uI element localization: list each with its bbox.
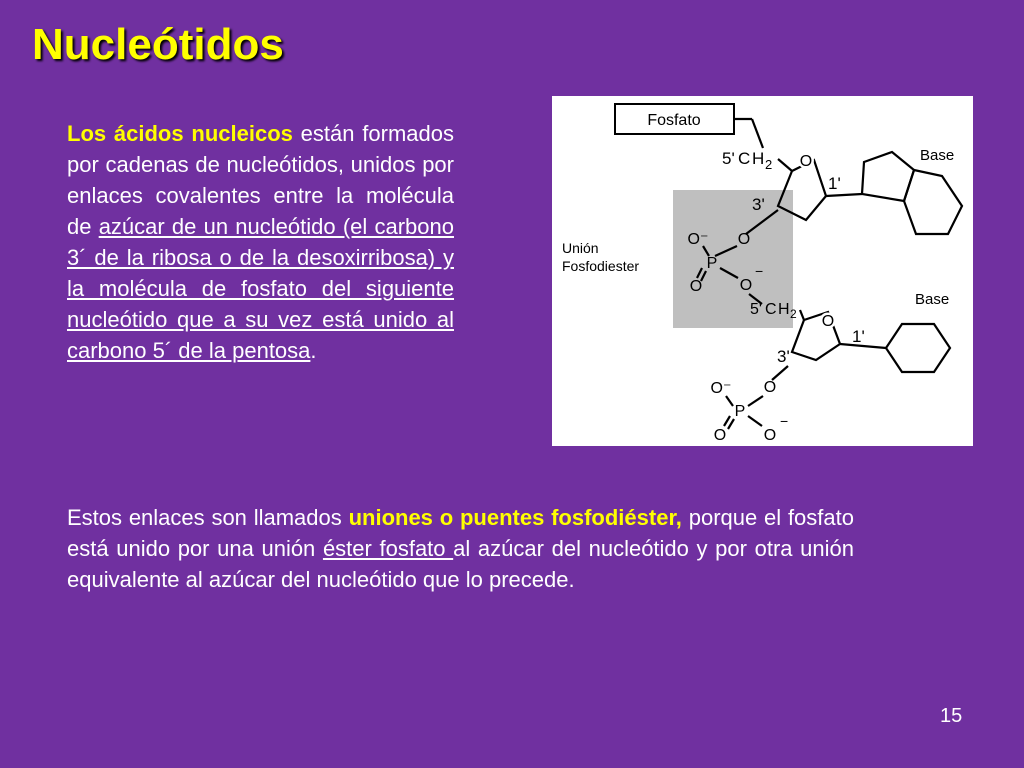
o-ring-top: O (799, 153, 813, 170)
base-label-top: Base (920, 147, 955, 164)
minus-upper: − (755, 263, 764, 279)
fosfato-label: Fosfato (647, 112, 701, 129)
phosphodiester-diagram (552, 96, 973, 446)
base-pyrimidine-ring (886, 324, 950, 372)
base-label-bottom: Base (915, 291, 950, 308)
sub2-top: 2 (765, 157, 773, 172)
paragraph2-text-b: porque el fosfato está unido por una unión (67, 505, 854, 561)
minus-lower: − (780, 413, 789, 429)
paragraph2-text-c: al azúcar del nucleótido y por otra unión equivalente al azúcar del nucleótido que lo precede. (67, 536, 854, 592)
o-lower-bridge: O (739, 277, 753, 294)
paragraph-composition (67, 118, 454, 366)
union-label-2: Fosfodiester (562, 258, 640, 274)
h-bottom: H (778, 301, 790, 318)
c3-bottom: 3' (777, 347, 790, 366)
o-minus-lower-right: O (763, 427, 777, 444)
ester-fosfato-underlined: éster fosfato (322, 536, 454, 561)
o-minus-upper: O⁻ (687, 231, 709, 248)
c5-top: 5' (722, 149, 735, 168)
p-lower: P (734, 403, 746, 420)
phosphodiester-highlight: uniones o puentes fosfodiéster, (348, 505, 682, 530)
c-bottom: C (765, 301, 777, 318)
page-number: 15 (940, 705, 963, 727)
o-minus-lower: O⁻ (710, 380, 732, 397)
bold-lead: Los ácidos nucleicos (67, 121, 293, 146)
o-bridge-upper: O (737, 231, 751, 248)
h-top: H (752, 149, 765, 168)
c1-bottom: 1' (852, 327, 865, 346)
sub2-bottom: 2 (790, 307, 797, 321)
o-double-upper: O (689, 278, 703, 295)
c5-bottom: 5' (750, 301, 762, 318)
slide-title: Nucleótidos (32, 20, 284, 69)
c1-top: 1' (828, 174, 841, 193)
o-ring-bottom: O (821, 313, 835, 330)
c-top: C (738, 149, 751, 168)
paragraph1-underlined: azúcar de un nucleótido (el carbono 3´ de la ribosa o de la desoxirribosa) y la molécula de fosfato del siguiente nucleótido que a su vez está unido al carbono 5´ de la pentosa (67, 214, 454, 363)
p-upper: P (706, 255, 718, 272)
o-bridge-lower: O (763, 379, 777, 396)
paragraph-phosphodiester (67, 502, 854, 595)
union-label-1: Unión (562, 240, 599, 256)
c3-top: 3' (752, 195, 765, 214)
paragraph1-text-a: están formados por cadenas de nucleótidos, unidos por enlaces covalentes entre la molécula de (67, 121, 455, 239)
paragraph2-text-a: Estos enlaces son llamados (67, 505, 349, 530)
o-double-lower: O (713, 427, 727, 444)
base-purine-six-ring (904, 170, 962, 234)
paragraph1-text-b: . (310, 338, 317, 363)
